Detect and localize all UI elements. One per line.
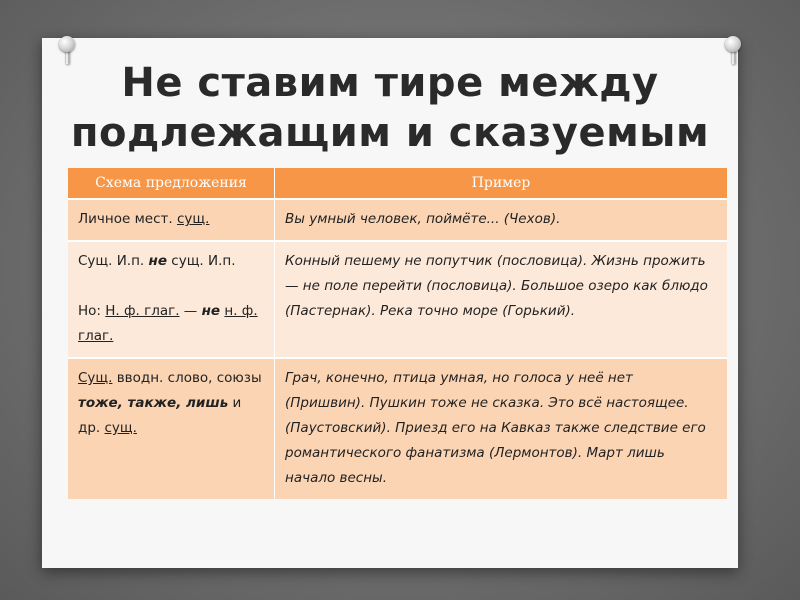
column-header-example: Пример <box>275 168 728 199</box>
example-cell: Вы умный человек, поймёте... (Чехов). <box>275 199 728 241</box>
scheme-text: Личное мест. <box>78 211 173 227</box>
example-cell: Грач, конечно, птица умная, но голоса у неё нет (Пришвин). Пушкин тоже не сказка. Это всё настоящее. (Паустовский). Приезд его на Кавказ также следствие его романтического фанатизма (Лермонтов). Март лишь начало весны. <box>275 358 728 499</box>
column-header-scheme: Схема предложения <box>68 168 275 199</box>
scheme-cell: Сущ. И.п. не сущ. И.п. Но: Н. ф. глаг. — не н. ф. глаг. <box>68 241 275 358</box>
table-row <box>68 199 727 241</box>
table-header-row <box>68 168 727 199</box>
example-cell: Конный пешему не попутчик (пословица). Жизнь прожить — не поле перейти (пословица). Большое озеро как блюдо (Пастернак). Река точно море (Горький). <box>275 241 728 358</box>
scheme-cell <box>68 199 275 241</box>
title-line: Не ставим тире между <box>121 60 659 106</box>
scheme-cell: Сущ. вводн. слово, союзы тоже, также, лишь и др. сущ. <box>68 358 275 499</box>
table-row <box>68 358 727 499</box>
slide-title <box>42 58 738 158</box>
table-row <box>68 241 727 358</box>
rules-table <box>68 168 727 499</box>
title-line: подлежащим и сказуемым <box>70 110 710 156</box>
scheme-text: сущ. <box>176 211 210 227</box>
